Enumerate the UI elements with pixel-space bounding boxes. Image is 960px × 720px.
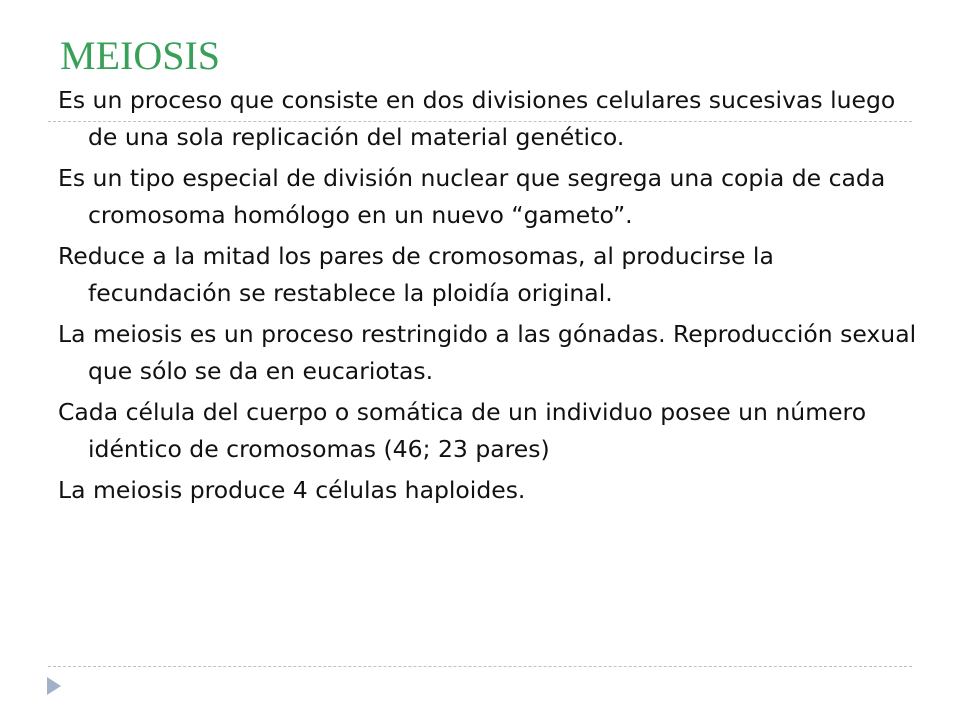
paragraph-6: La meiosis produce 4 células haploides. <box>58 476 526 504</box>
paragraph-2: Es un tipo especial de división nuclear que segrega una copia de cada cromosoma homólogo en un nuevo “gameto”. <box>58 164 886 229</box>
slide-body <box>58 82 918 513</box>
paragraph-3: Reduce a la mitad los pares de cromosomas, al producirse la fecundación se restablece la ploidía original. <box>58 242 774 307</box>
bottom-divider <box>48 666 912 667</box>
triangle-right-icon[interactable] <box>47 677 61 695</box>
paragraph-1: Es un proceso que consiste en dos divisiones celulares sucesivas luego de una sola replicación del material genético. <box>58 86 896 151</box>
slide-title: MEIOSIS <box>60 33 221 78</box>
paragraph-5: Cada célula del cuerpo o somática de un individuo posee un número idéntico de cromosomas (46; 23 pares) <box>58 398 867 463</box>
paragraph-4: La meiosis es un proceso restringido a las gónadas. Reproducción sexual que sólo se da en eucariotas. <box>58 320 917 385</box>
